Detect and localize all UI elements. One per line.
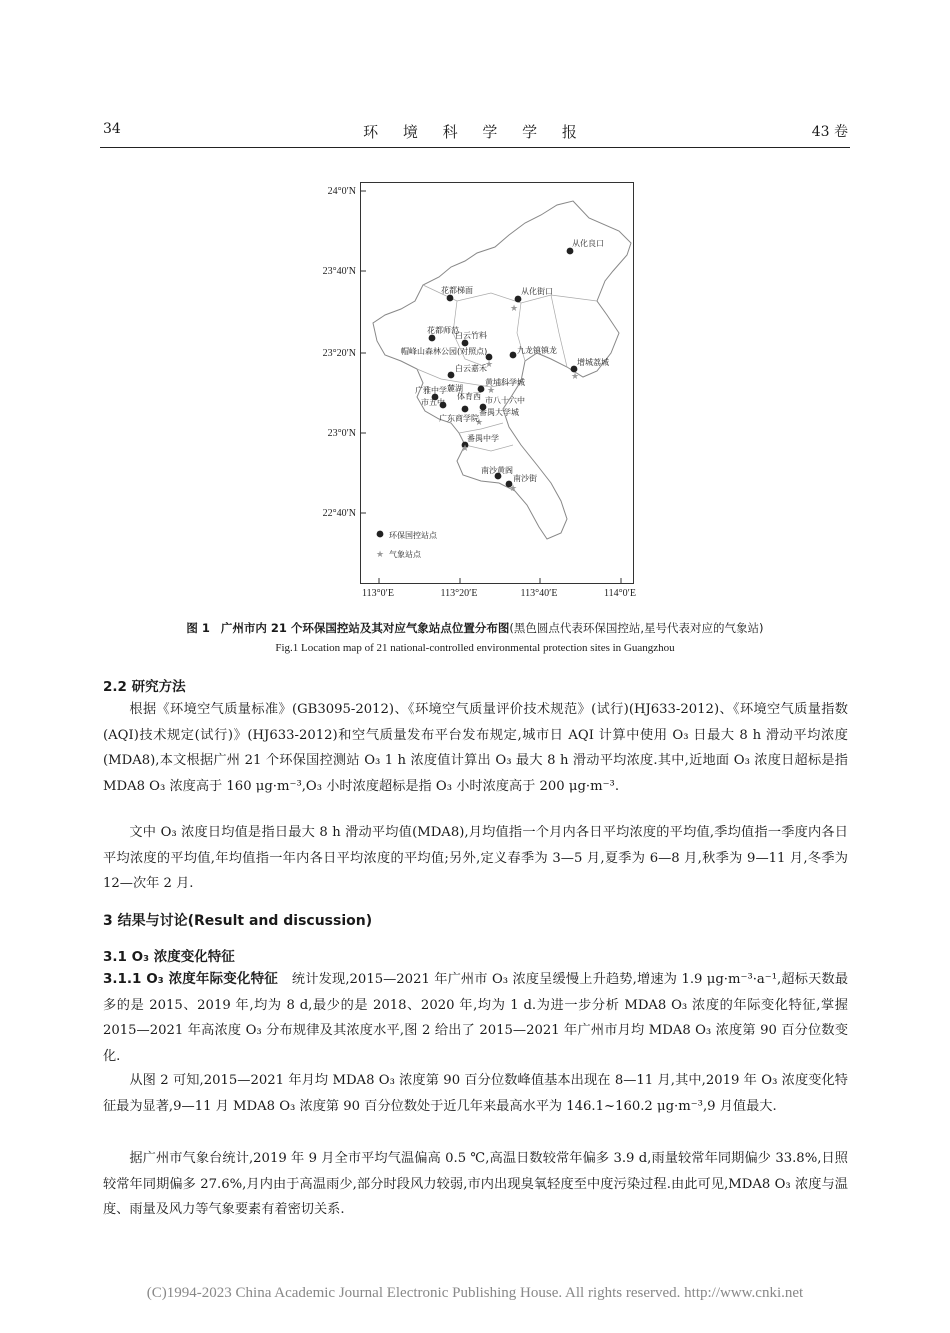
subsection-heading: 3.1 O₃ 浓度变化特征 xyxy=(103,949,235,965)
paragraph-text: 统计发现,2015—2021 年广州市 O₃ 浓度呈缓慢上升趋势,增速为 1.9 μg·m⁻³·a⁻¹,超标天数最多的是 2015、2019 年,均为 8 d,最少的是 2018、2020 年,均为 1 d.为进一步分析 MDA8 O₃ 浓度的年际变化特征,掌握 2015—2021 年高浓度 O₃ 分布规律及其浓度水平,图 2 给出了 2015—2021 年广州市月均 MDA8 O₃ 浓度第 90 百分位数变化. xyxy=(103,972,849,1064)
site-label: 番禺中学 xyxy=(467,434,499,443)
site-dot-baiyun-zhuliao xyxy=(462,340,469,347)
paragraph: 根据《环境空气质量标准》(GB3095-2012)、《环境空气质量评价技术规范》(试行)(HJ633-2012)、《环境空气质量指数(AQI)技术规定(试行)》(HJ633-2012)和空气质量发布平台发布规定,城市日 AQI 计算中使用 O₃ 日最大 8 h 滑动平均浓度(MDA8),本文根据广州 21 个环保国控测站 O₃ 1 h 浓度值计算出 O₃ 最大 8 h 滑动平均浓度.其中,近地面 O₃ 浓度日超标是指 MDA8 O₃ 浓度高于 160 μg·m⁻³,O₃ 小时浓度超标是指 O₃ 小时浓度高于 200 μg·m⁻³. xyxy=(103,702,848,794)
figure-caption-note: (黑色圆点代表环保国控站,星号代表对应的气象站) xyxy=(509,621,764,635)
lat-axis xyxy=(300,182,360,602)
site-label: 南沙黄阁 xyxy=(481,466,513,475)
journal-title: 环 境 科 学 学 报 xyxy=(363,123,587,141)
lon-label: 113°20′E xyxy=(440,588,478,599)
weather-star-icon: ★ xyxy=(475,418,484,428)
weather-star-icon: ★ xyxy=(461,444,470,454)
lat-label: 23°20′N xyxy=(322,348,356,359)
site-label: 市五中 xyxy=(421,398,445,407)
lon-label: 114°0′E xyxy=(604,588,636,599)
site-label: 白云竹料 xyxy=(455,331,487,340)
site-label: 从化街口 xyxy=(521,287,553,296)
paragraph: 据广州市气象台统计,2019 年 9 月全市平均气温偏高 0.5 ℃,高温日数较常年偏多 3.9 d,雨量较常年同期偏少 33.8%,日照较常年同期偏多 27.6%,月内由于高温雨少,部分时段风力较弱,市内出现臭氧轻度至中度污染过程.由此可见,MDA8 O₃ 浓度与温度、雨量及风力等气象要素有着密切关系. xyxy=(103,1151,848,1217)
site-dot-jiulong xyxy=(510,352,517,359)
lon-axis xyxy=(360,584,650,600)
site-label: 市八十六中 xyxy=(485,396,525,405)
site-dot-huadu-timian xyxy=(447,295,454,302)
site-dot-huadu-shifan xyxy=(429,335,436,342)
legend-station-label: 环保国控站点 xyxy=(389,531,437,540)
figure-label: 图 1 xyxy=(186,621,210,635)
paragraph xyxy=(103,967,848,1069)
lat-label: 22°40′N xyxy=(322,508,356,519)
weather-star-icon: ★ xyxy=(571,372,580,382)
paragraph: 文中 O₃ 浓度日均值是指日最大 8 h 滑动平均值(MDA8),月均值指一个月内各日平均浓度的平均值,季均值指一季度内各日平均浓度的平均值,年均值指一年内各日平均浓度的平均值;另外,定义春季为 3—5 月,夏季为 6—8 月,秋季为 9—11 月,冬季为 12—次年 2 月. xyxy=(103,825,848,891)
lon-label: 113°40′E xyxy=(520,588,558,599)
site-label: 花都梯面 xyxy=(441,286,473,295)
site-dot-conghua-jiekou xyxy=(515,296,522,303)
site-label: 帽峰山森林公园(对照点) xyxy=(401,347,488,356)
subsubsection-heading: 3.1.1 O₃ 浓度年际变化特征 xyxy=(103,971,278,987)
site-label: 从化良口 xyxy=(572,239,604,248)
section-heading: 2.2 研究方法 xyxy=(103,679,186,695)
lon-label: 113°0′E xyxy=(362,588,394,599)
site-label: 黄埔科学城 xyxy=(485,378,525,387)
site-label: 麓湖 xyxy=(447,384,463,393)
lat-label: 24°0′N xyxy=(327,186,356,197)
paragraph: 从图 2 可知,2015—2021 年月均 MDA8 O₃ 浓度第 90 百分位数峰值基本出现在 8—11 月,其中,2019 年 O₃ 浓度变化特征最为显著,9—11 月 MDA8 O₃ 浓度第 90 百分位数处于近几年来最高水平为 146.1~160.2 μg·m⁻³,9 月值最大. xyxy=(103,1073,848,1114)
lat-label: 23°0′N xyxy=(327,428,356,439)
figure-caption-title: 广州市内 21 个环保国控站及其对应气象站点位置分布图 xyxy=(220,621,510,635)
volume-label: 43 卷 xyxy=(811,124,848,140)
weather-star-icon: ★ xyxy=(509,484,518,494)
figure-caption-en: Fig.1 Location map of 21 national-controlled environmental protection sites in Guangzhou xyxy=(275,642,675,654)
figure-caption-cn xyxy=(100,620,850,636)
lat-label: 23°40′N xyxy=(322,266,356,277)
weather-star-icon: ★ xyxy=(510,304,519,314)
site-label: 南沙街 xyxy=(513,474,537,483)
site-label: 白云嘉禾 xyxy=(455,364,487,373)
legend-weather-label: 气象站点 xyxy=(389,550,421,559)
site-dot-baiyun-jiahe xyxy=(448,372,455,379)
header-rule xyxy=(100,147,850,148)
site-label: 花都师范 xyxy=(427,326,459,335)
site-label: 广东商学院 xyxy=(439,414,479,423)
site-label: 广雅中学 xyxy=(415,386,447,395)
map-figure xyxy=(360,182,634,584)
site-label: 体育西 xyxy=(457,392,481,401)
weather-star-icon: ★ xyxy=(485,360,494,370)
guangzhou-boundary xyxy=(373,201,631,539)
site-label: 增城荔城 xyxy=(577,358,609,367)
site-dot-gongye xyxy=(462,406,469,413)
site-label: 九龙镇镇龙 xyxy=(517,346,557,355)
legend-station-dot xyxy=(377,531,384,538)
copyright-footer: (C)1994-2023 China Academic Journal Electronic Publishing House. All rights reserved. http://www.cnki.net xyxy=(146,1285,804,1301)
weather-star-icon: ★ xyxy=(487,386,496,396)
section-heading: 3 结果与讨论(Result and discussion) xyxy=(103,913,373,929)
site-dot-conghua-liangkou xyxy=(567,248,574,255)
site-label: 番禺大学城 xyxy=(479,408,519,417)
legend-star-icon: ★ xyxy=(376,550,385,560)
page-number: 34 xyxy=(103,121,121,137)
